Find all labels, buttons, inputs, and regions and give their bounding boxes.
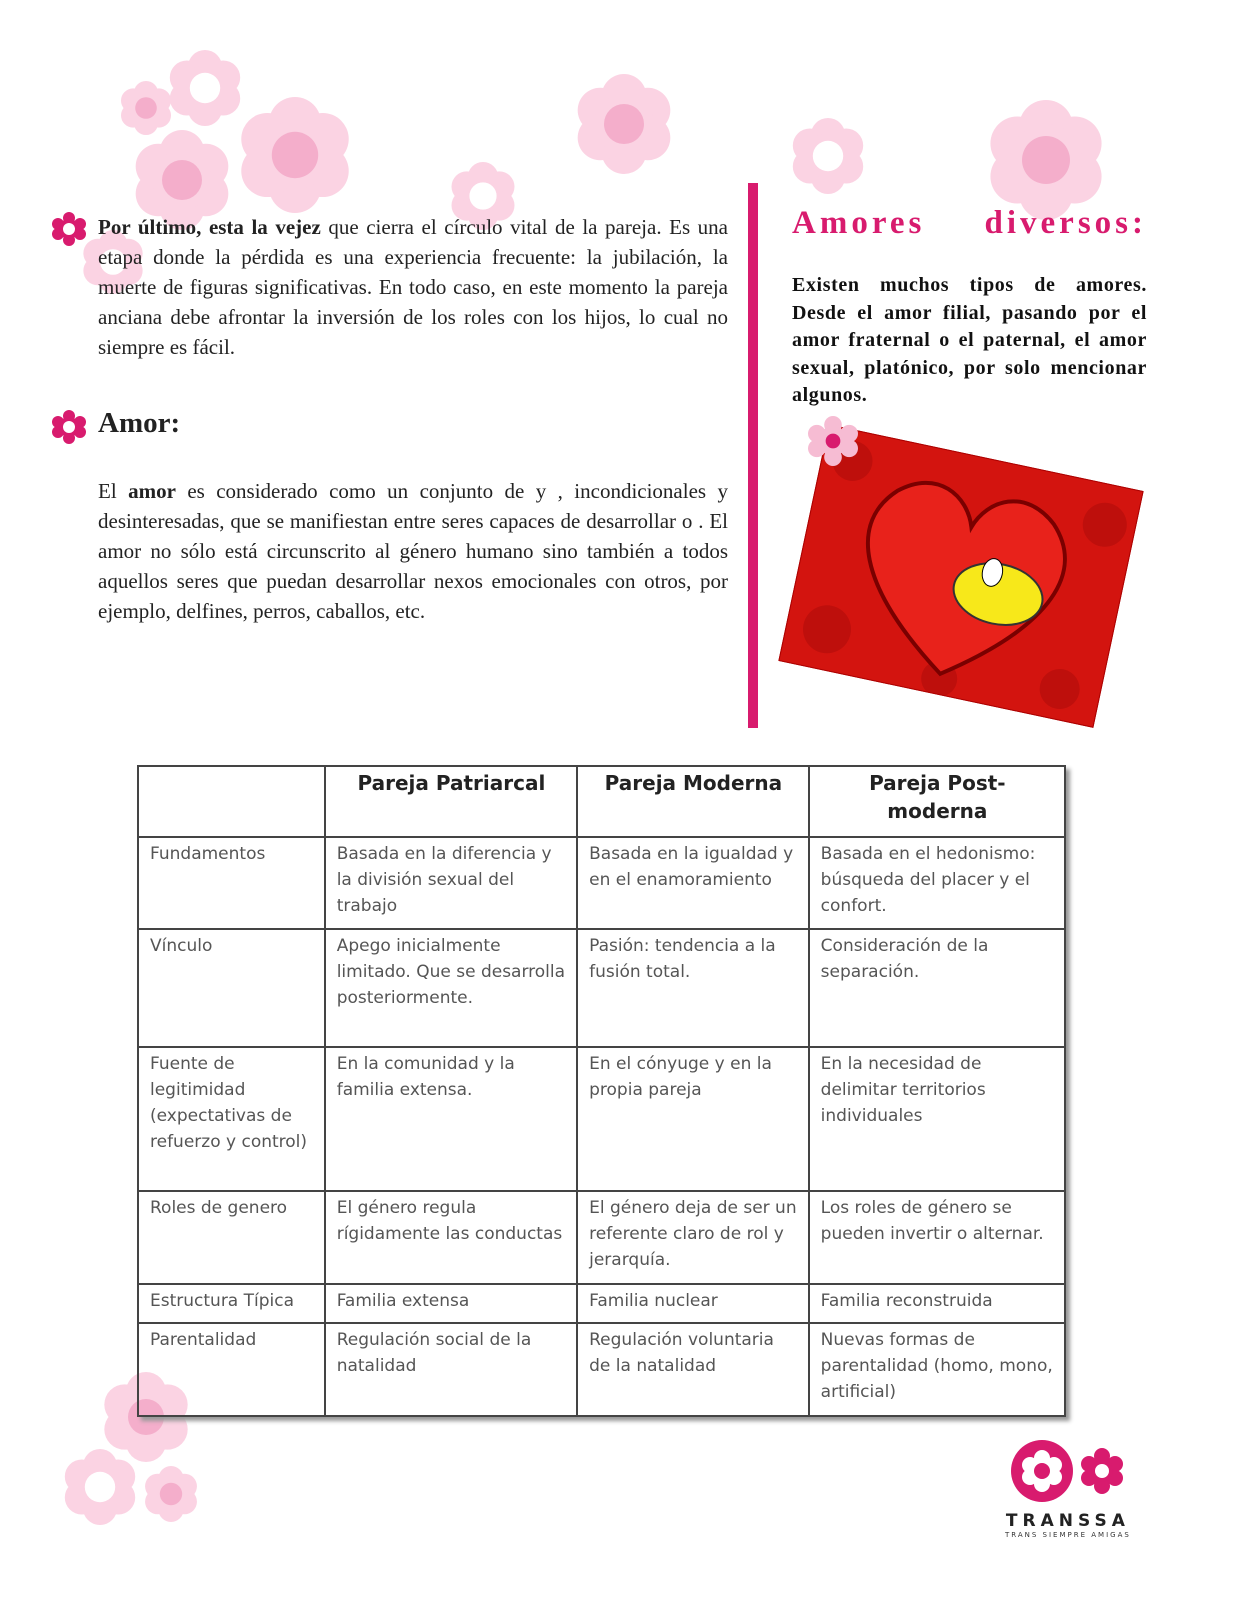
- sidebar-title: [792, 205, 1147, 242]
- table-cell: Familia nuclear: [577, 1284, 809, 1323]
- sidebar-text: Existen muchos tipos de amores. Desde el amor filial, pasando por el amor fraternal o el paternal, el amor sexual, platónico, por solo mencionar algunos.: [792, 274, 1147, 406]
- sidebar-divider: [748, 183, 758, 728]
- logo-flowers-icon: [1008, 1438, 1128, 1504]
- flower-icon: [808, 416, 858, 466]
- flower-icon: [793, 118, 863, 194]
- table-row: [138, 1047, 1065, 1191]
- flower-icon: [170, 50, 240, 126]
- intro-text: que cierra el círculo vital de la pareja. Es una etapa donde la pérdida es una experiencia frecuente: la jubilación, la muerte de figuras significativas. En todo caso, en este momento la pareja anciana debe afrontar la inversión de los roles con los hijos, lo cual no siempre es fácil.: [98, 215, 728, 359]
- table-header-cell: Pareja Post-moderna: [809, 766, 1065, 837]
- flower-icon: [121, 81, 171, 135]
- table-cell: Pasión: tendencia a la fusión total.: [577, 929, 809, 1047]
- row-label-cell: Vínculo: [138, 929, 325, 1047]
- flower-bullet-icon: [52, 212, 86, 246]
- table-cell: Regulación voluntaria de la natalidad: [577, 1323, 809, 1416]
- table-cell: Los roles de género se pueden invertir o alternar.: [809, 1191, 1065, 1284]
- logo-tagline: TRANS SIEMPRE AMIGAS: [1005, 1531, 1131, 1539]
- title-word: Amores: [792, 205, 926, 241]
- table-cell: Basada en la diferencia y la división sexual del trabajo: [325, 837, 577, 929]
- table-cell: Basada en la igualdad y en el enamoramiento: [577, 837, 809, 929]
- table-cell: En la comunidad y la familia extensa.: [325, 1047, 577, 1191]
- table-row: [138, 837, 1065, 929]
- table-row: [138, 1323, 1065, 1416]
- row-label-cell: Roles de genero: [138, 1191, 325, 1284]
- table-cell: En la necesidad de delimitar territorios individuales: [809, 1047, 1065, 1191]
- table-cell: Nuevas formas de parentalidad (homo, mono, artificial): [809, 1323, 1065, 1416]
- table-cell: El género regula rígidamente las conductas: [325, 1191, 577, 1284]
- flower-icon: [65, 1449, 135, 1525]
- table-header-cell: Pareja Moderna: [577, 766, 809, 837]
- flower-icon: [578, 74, 671, 174]
- title-word: diversos:: [984, 205, 1147, 241]
- row-label-cell: Fundamentos: [138, 837, 325, 929]
- logo-name: TRANSSA: [1005, 1511, 1130, 1531]
- table-header-cell: Pareja Patriarcal: [325, 766, 577, 837]
- pareja-comparison-table: [137, 765, 1066, 1417]
- table-cell: En el cónyuge y en la propia pareja: [577, 1047, 809, 1191]
- row-label-cell: Estructura Típica: [138, 1284, 325, 1323]
- amor-text: es considerado como un conjunto de y , incondicionales y desinteresadas, que se manifiestan entre seres capaces de desarrollar o . El amor no sólo está circunscrito al género humano sino también a todos aquellos seres que puedan desarrollar nexos emocionales con otros, por ejemplo, delfines, perros, caballos, etc.: [98, 479, 728, 623]
- table-row: [138, 929, 1065, 1047]
- table-cell: Basada en el hedonismo: búsqueda del placer y el confort.: [809, 837, 1065, 929]
- flower-icon: [990, 100, 1101, 220]
- amor-text: El: [98, 479, 129, 503]
- table-cell: Apego inicialmente limitado. Que se desarrolla posteriormente.: [325, 929, 577, 1047]
- transsa-logo: [1005, 1438, 1131, 1539]
- row-label-cell: Fuente de legitimidad (expectativas de refuerzo y control): [138, 1047, 325, 1191]
- flower-icon: [145, 1466, 197, 1522]
- table-cell: El género deja de ser un referente claro de rol y jerarquía.: [577, 1191, 809, 1284]
- flower-icon: [241, 97, 348, 213]
- amor-bold: amor: [128, 479, 176, 503]
- table-cell: Consideración de la separación.: [809, 929, 1065, 1047]
- row-label-cell: Parentalidad: [138, 1323, 325, 1416]
- flower-bullet-icon: [52, 410, 86, 444]
- amor-heading: Amor:: [98, 407, 181, 439]
- table-cell: Familia reconstruida: [809, 1284, 1065, 1323]
- table-row: [138, 1191, 1065, 1284]
- table-header-cell: [138, 766, 325, 837]
- intro-bold: Por último, esta la vejez: [98, 215, 321, 239]
- table-row: [138, 1284, 1065, 1323]
- intro-paragraph: [98, 212, 728, 362]
- table-cell: Familia extensa: [325, 1284, 577, 1323]
- table-cell: Regulación social de la natalidad: [325, 1323, 577, 1416]
- amor-paragraph: [98, 476, 728, 626]
